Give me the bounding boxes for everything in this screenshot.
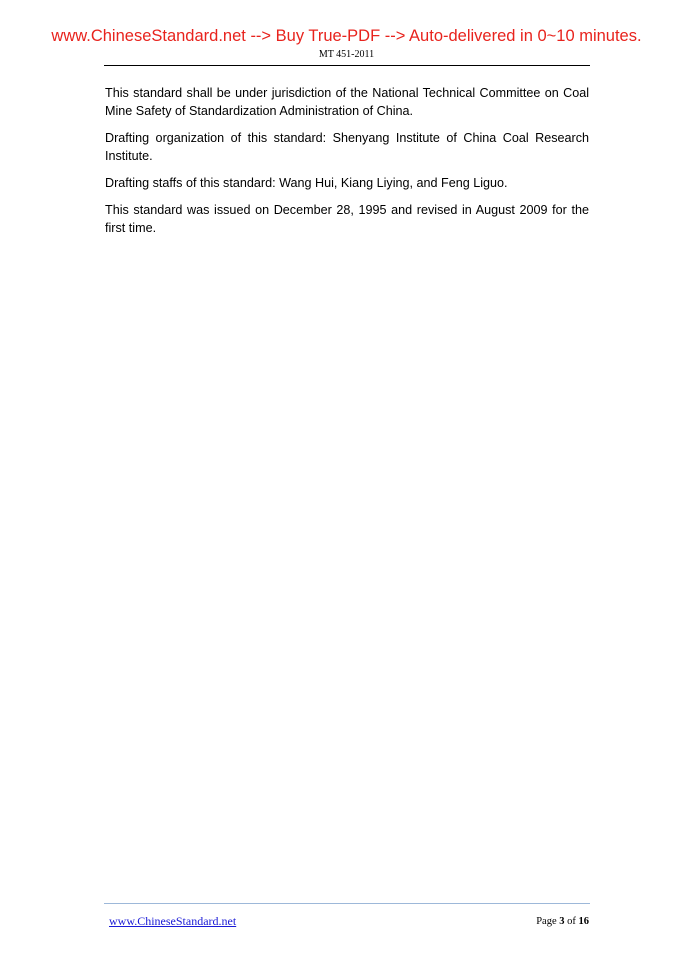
page-total: 16 <box>578 916 589 927</box>
document-code: MT 451-2011 <box>318 49 375 60</box>
header-divider <box>104 65 590 66</box>
page-number <box>536 915 589 928</box>
page-current: 3 <box>559 916 565 927</box>
paragraph-drafting-organization: Drafting organization of this standard: Shenyang Institute of China Coal Research Institute. <box>105 131 589 163</box>
page-of: of <box>564 916 579 927</box>
paragraph-drafting-staff: Drafting staffs of this standard: Wang Hui, Kiang Liying, and Feng Liguo. <box>105 176 508 190</box>
promo-banner-link[interactable]: www.ChineseStandard.net --> Buy True-PDF --> Auto-delivered in 0~10 minutes. <box>51 27 642 45</box>
footer-website-link[interactable]: www.ChineseStandard.net <box>109 914 237 928</box>
footer-divider <box>104 903 590 904</box>
document-body <box>105 84 589 246</box>
paragraph-jurisdiction: This standard shall be under jurisdiction of the National Technical Committee on Coal Mine Safety of Standardization Administration of China. <box>105 86 589 118</box>
paragraph-issue-history: This standard was issued on December 28, 1995 and revised in August 2009 for the first time. <box>105 203 589 235</box>
page-prefix: Page <box>536 916 560 927</box>
